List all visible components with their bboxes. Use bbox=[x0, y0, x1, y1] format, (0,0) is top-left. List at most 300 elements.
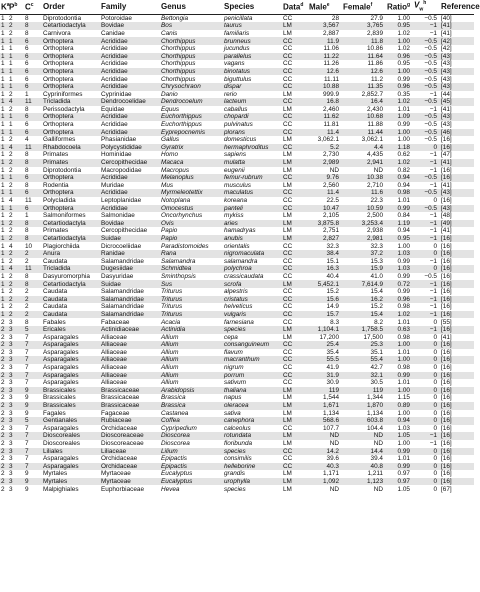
cell-species: koreana bbox=[224, 197, 248, 204]
cell-c: 7 bbox=[25, 348, 29, 356]
cell-genus: Allium bbox=[161, 379, 179, 387]
cell-genus: Eucalyptus bbox=[161, 470, 193, 478]
cell-reference: [16] bbox=[441, 348, 452, 356]
cell-k: 2 bbox=[1, 333, 5, 341]
cell-reference: [16] bbox=[440, 144, 474, 152]
cell-family: Cercopithecidae bbox=[101, 227, 148, 235]
cell-p: 3 bbox=[9, 424, 13, 432]
cell-k: 2 bbox=[1, 440, 5, 447]
cell-male: 16.8 bbox=[308, 98, 342, 106]
cell-family: Euphorbiaceae bbox=[101, 485, 144, 493]
cell-k: 1 bbox=[1, 166, 5, 174]
cell-order: Primates bbox=[42, 159, 100, 167]
cell-male: 2,105 bbox=[323, 212, 339, 220]
cell-reference: [16] bbox=[440, 432, 474, 440]
cell-family: Actinidiaceae bbox=[100, 326, 160, 334]
cell-c: 8 bbox=[24, 220, 42, 228]
cell-p: 2 bbox=[9, 257, 13, 265]
cell-female: 37.2 bbox=[342, 250, 386, 258]
cell-genus: Chorthippus bbox=[161, 45, 196, 53]
cell-reference: [48] bbox=[441, 212, 452, 220]
cell-k: 2 bbox=[0, 356, 8, 364]
cell-family: Myrtaceae bbox=[101, 470, 131, 478]
cell-k: 1 bbox=[0, 83, 8, 91]
cell-family: Potoroidae bbox=[101, 14, 132, 22]
cell-genus: Allium bbox=[161, 348, 179, 356]
table-row bbox=[0, 235, 474, 243]
cell-species: floribunda bbox=[224, 440, 253, 447]
header-ratio: Ratio$^g$ bbox=[386, 0, 413, 14]
cell-vw: −0.5 bbox=[424, 60, 437, 68]
cell-ratio: 1.00 bbox=[386, 37, 413, 45]
cell-female: 1,134 bbox=[367, 409, 383, 417]
cell-vw: −0.5 bbox=[424, 121, 437, 129]
cell-family: Cercopithecidae bbox=[100, 159, 160, 167]
cell-family: Acrididae bbox=[100, 113, 160, 121]
cell-ratio: 1.01 bbox=[397, 379, 410, 387]
cell-species: binotatus bbox=[223, 68, 282, 76]
cell-ratio: 1.03 bbox=[386, 250, 413, 258]
cell-reference: [16] bbox=[441, 424, 452, 432]
cell-male: 9.76 bbox=[308, 174, 342, 182]
cell-p: 3 bbox=[8, 372, 24, 380]
cell-species: rerio bbox=[224, 90, 237, 98]
cell-female: 4,435 bbox=[367, 151, 383, 159]
cell-k: 2 bbox=[0, 417, 8, 425]
table-row bbox=[0, 448, 474, 456]
cell-vw: 0 bbox=[433, 470, 437, 478]
cell-c: 7 bbox=[25, 424, 29, 432]
cell-male: 28 bbox=[331, 14, 339, 22]
cell-male: 16.3 bbox=[308, 265, 342, 273]
cell-data: LM bbox=[282, 432, 308, 440]
table-row bbox=[0, 372, 474, 380]
cell-vw: −1 bbox=[413, 159, 440, 167]
cell-k: 1 bbox=[1, 14, 5, 22]
cell-genus: Coffea bbox=[160, 417, 223, 425]
cell-k: 1 bbox=[1, 181, 5, 189]
cell-male: ND bbox=[329, 166, 339, 174]
cell-k: 1 bbox=[1, 303, 5, 311]
cell-male: 11.11 bbox=[323, 75, 339, 83]
cell-order: Tricladida bbox=[42, 265, 100, 273]
cell-female: 35.1 bbox=[370, 348, 383, 356]
cell-species: sativa bbox=[224, 409, 241, 417]
cell-vw: 0 bbox=[433, 348, 437, 356]
cell-data: CC bbox=[283, 379, 293, 387]
cell-c: 6 bbox=[24, 174, 42, 182]
cell-family: Rubiaceae bbox=[100, 417, 160, 425]
cell-p: 2 bbox=[9, 272, 13, 280]
cell-k: 2 bbox=[0, 387, 8, 395]
cell-data: CC bbox=[283, 242, 293, 250]
cell-data: CC bbox=[282, 53, 308, 61]
cell-genus: Homo bbox=[161, 151, 179, 159]
cell-ratio: 0.94 bbox=[397, 227, 410, 235]
header-species: Species bbox=[223, 0, 282, 14]
cell-c: 5 bbox=[24, 326, 42, 334]
cell-species: salamandra bbox=[224, 257, 258, 265]
cell-ratio: 1.00 bbox=[397, 14, 410, 22]
table-row bbox=[0, 455, 474, 463]
cell-female: 2,430 bbox=[367, 105, 383, 113]
cell-ratio: 0.95 bbox=[386, 235, 413, 243]
cell-species: dispar bbox=[223, 83, 282, 91]
cell-reference: [16] bbox=[441, 455, 452, 463]
table-row bbox=[0, 379, 474, 387]
cell-reference: [16] bbox=[441, 272, 452, 280]
cell-genus: Triturus bbox=[161, 303, 183, 311]
cell-female: 11.86 bbox=[367, 60, 383, 68]
cell-order: Caudata bbox=[43, 288, 68, 296]
header-family: Family bbox=[100, 0, 160, 14]
cell-c: 1 bbox=[25, 90, 29, 98]
cell-male: 999.9 bbox=[323, 90, 339, 98]
cell-order: Salmoniformes bbox=[43, 212, 86, 220]
cell-male: 3,875.8 bbox=[308, 220, 342, 228]
cell-c: 6 bbox=[25, 121, 29, 129]
cell-vw: 0 bbox=[413, 372, 440, 380]
cell-data: LM bbox=[282, 220, 308, 228]
cell-vw: 0 bbox=[433, 333, 437, 341]
cell-family: Dioscoreaceae bbox=[101, 440, 144, 447]
cell-male: 2,460 bbox=[323, 105, 339, 113]
cell-species: crassicaudata bbox=[224, 272, 264, 280]
cell-vw: 0 bbox=[433, 318, 437, 326]
table-row bbox=[0, 356, 474, 364]
cell-vw: −1 bbox=[413, 326, 440, 334]
cell-species: orientalis bbox=[224, 242, 250, 250]
cell-reference: [43] bbox=[440, 189, 474, 197]
cell-c: 8 bbox=[25, 151, 29, 159]
cell-female: 3,062.1 bbox=[361, 136, 383, 144]
cell-male: 11.22 bbox=[308, 53, 342, 61]
cell-data: LM bbox=[283, 440, 292, 447]
cell-species: chopardi bbox=[223, 113, 282, 121]
cell-family: Acrididae bbox=[101, 45, 128, 53]
cell-order: Dioscoreales bbox=[42, 432, 100, 440]
cell-p: 1 bbox=[9, 75, 13, 83]
cell-p: 1 bbox=[9, 121, 13, 129]
cell-vw: 0 bbox=[433, 485, 437, 493]
cell-ratio: 1.09 bbox=[386, 113, 413, 121]
cell-family: Hominidae bbox=[101, 151, 132, 159]
cell-reference: [16] bbox=[441, 242, 452, 250]
table-row bbox=[0, 151, 474, 159]
cell-order: Cetartiodactyla bbox=[42, 220, 100, 228]
cell-ratio: 1.00 bbox=[386, 387, 413, 395]
cell-genus: Bos bbox=[160, 22, 223, 30]
cell-female: 11.2 bbox=[371, 75, 383, 83]
cell-p: 4 bbox=[8, 265, 24, 273]
table-row bbox=[0, 440, 474, 448]
cell-reference: [16] bbox=[441, 303, 452, 311]
cell-ratio: 0.98 bbox=[386, 189, 413, 197]
cell-order: Primates bbox=[43, 227, 69, 235]
cell-vw: −1 bbox=[429, 29, 437, 37]
cell-reference: [41] bbox=[441, 333, 452, 341]
cell-female: 1,211 bbox=[367, 470, 383, 478]
cell-female: 16.4 bbox=[342, 98, 386, 106]
cell-genus: Papio bbox=[161, 227, 178, 235]
cell-k: 1 bbox=[0, 113, 8, 121]
cell-order: Asparagales bbox=[42, 372, 100, 380]
table-row bbox=[0, 425, 474, 433]
table-row bbox=[0, 83, 474, 91]
cell-family: Salamandridae bbox=[100, 311, 160, 319]
cell-genus: Brassica bbox=[161, 394, 186, 402]
table-row bbox=[0, 189, 474, 197]
cell-c: 8 bbox=[25, 272, 29, 280]
cell-female: 41.0 bbox=[370, 272, 383, 280]
cell-k: 1 bbox=[0, 144, 8, 152]
cell-reference: [16] bbox=[440, 402, 474, 410]
cell-genus: Arabidopsis bbox=[160, 387, 223, 395]
cell-reference: [16] bbox=[440, 387, 474, 395]
cell-p: 4 bbox=[8, 144, 24, 152]
cell-reference: [41] bbox=[441, 227, 452, 235]
cell-family: Acrididae bbox=[100, 174, 160, 182]
cell-species: nigrum bbox=[224, 364, 244, 372]
cell-male: 3,062.1 bbox=[317, 136, 339, 144]
cell-vw: −0.5 bbox=[413, 53, 440, 61]
cell-order: Orthoptera bbox=[42, 205, 100, 213]
cell-vw: −0.5 bbox=[413, 113, 440, 121]
cell-k: 1 bbox=[0, 205, 8, 213]
cell-genus: Cypripedium bbox=[161, 424, 197, 432]
cell-data: CC bbox=[283, 45, 293, 53]
cell-reference: [16] bbox=[441, 166, 452, 174]
cell-p: 3 bbox=[9, 409, 13, 417]
cell-family: Brassicaceae bbox=[100, 402, 160, 410]
cell-k: 2 bbox=[1, 455, 5, 463]
cell-genus: Chrysochraon bbox=[160, 83, 223, 91]
cell-p: 3 bbox=[8, 341, 24, 349]
cell-k: 1 bbox=[1, 136, 5, 144]
cell-female: ND bbox=[373, 166, 383, 174]
cell-vw: 0 bbox=[413, 463, 440, 471]
cell-c: 1 bbox=[25, 212, 29, 220]
cell-p: 2 bbox=[8, 280, 24, 288]
cell-family: Acrididae bbox=[100, 68, 160, 76]
cell-data: CC bbox=[283, 424, 293, 432]
cell-male: 5.2 bbox=[308, 144, 342, 152]
cell-female: 12.6 bbox=[342, 68, 386, 76]
cell-ratio: 1.00 bbox=[386, 129, 413, 137]
cell-k: 1 bbox=[1, 288, 5, 296]
cell-c: 6 bbox=[24, 53, 42, 61]
cell-reference: [16] bbox=[441, 136, 452, 144]
cell-genus: Brassica bbox=[160, 402, 223, 410]
cell-family: Salamandridae bbox=[101, 288, 144, 296]
cell-data: CC bbox=[282, 37, 308, 45]
header-k: $K^a$ bbox=[0, 0, 8, 14]
cell-ratio: 1.18 bbox=[386, 144, 413, 152]
cell-order: Malpighiales bbox=[43, 485, 79, 493]
cell-species: vulgaris bbox=[223, 311, 282, 319]
cell-data: LM bbox=[283, 136, 292, 144]
cell-p: 3 bbox=[9, 364, 13, 372]
cell-p: 2 bbox=[9, 303, 13, 311]
cell-c: 8 bbox=[25, 14, 29, 22]
cell-male: 30.9 bbox=[326, 379, 339, 387]
table-row bbox=[0, 45, 474, 53]
cell-k: 2 bbox=[0, 463, 8, 471]
cell-ratio: 1.00 bbox=[397, 242, 410, 250]
cell-order: Asparagales bbox=[43, 348, 79, 356]
cell-reference: [16] bbox=[441, 364, 452, 372]
cell-p: 2 bbox=[9, 29, 13, 37]
cell-species: hamadryas bbox=[224, 227, 256, 235]
cell-c: 10 bbox=[25, 242, 33, 250]
cell-genus: Mus bbox=[161, 181, 174, 189]
table-row bbox=[0, 394, 474, 402]
cell-data: LM bbox=[282, 22, 308, 30]
cell-ratio: 0.99 bbox=[397, 121, 410, 129]
cell-ratio: 1.03 bbox=[397, 424, 410, 432]
cell-species: helveticus bbox=[224, 303, 253, 311]
cell-data: CC bbox=[282, 341, 308, 349]
cell-family: Acrididae bbox=[100, 37, 160, 45]
table-row bbox=[0, 258, 474, 266]
table-row bbox=[0, 470, 474, 478]
cell-k: 1 bbox=[0, 159, 8, 167]
cell-data: CC bbox=[282, 296, 308, 304]
cell-order: Asparagales bbox=[43, 455, 79, 463]
cell-male: 1,671 bbox=[308, 402, 342, 410]
cell-family: Salamandridae bbox=[101, 303, 144, 311]
header-female: Female$^f$ bbox=[342, 0, 386, 14]
cell-species: mykiss bbox=[224, 212, 244, 220]
cell-c: 9 bbox=[25, 470, 29, 478]
cell-k: 1 bbox=[0, 53, 8, 61]
cell-data: CC bbox=[282, 113, 308, 121]
cell-k: 2 bbox=[1, 364, 5, 372]
cell-c: 7 bbox=[24, 448, 42, 456]
cell-order: Rhabdocoela bbox=[42, 144, 100, 152]
cell-c: 2 bbox=[24, 250, 42, 258]
cell-ratio: 1.19 bbox=[386, 220, 413, 228]
cell-family: Dendrocoelidae bbox=[100, 98, 160, 106]
header-data: Data$^d$ bbox=[282, 0, 308, 14]
cell-ratio: 1.02 bbox=[386, 311, 413, 319]
cell-data: CC bbox=[283, 364, 293, 372]
cell-k: 1 bbox=[0, 37, 8, 45]
cell-family: Leptoplanidae bbox=[101, 197, 142, 204]
cell-k: 1 bbox=[0, 174, 8, 182]
cell-p: 3 bbox=[8, 463, 24, 471]
cell-species: caballus bbox=[224, 105, 248, 113]
cell-family: Alliaceae bbox=[100, 341, 160, 349]
cell-data: CC bbox=[283, 60, 293, 68]
cell-species: napus bbox=[224, 394, 242, 402]
cell-female: 3,253.4 bbox=[342, 220, 386, 228]
cell-vw: −0.5 bbox=[424, 136, 437, 144]
cell-male: 17,200 bbox=[319, 333, 339, 341]
cell-k: 2 bbox=[0, 402, 8, 410]
cell-species: vagans bbox=[224, 60, 245, 68]
cell-c: 11 bbox=[24, 265, 42, 273]
cell-family: Acrididae bbox=[100, 129, 160, 137]
cell-family: Polycystididae bbox=[100, 144, 160, 152]
cell-p: 1 bbox=[8, 189, 24, 197]
cell-reference: [16] bbox=[441, 379, 452, 387]
cell-female: 11.6 bbox=[342, 189, 386, 197]
cell-species: femur-rubrum bbox=[223, 174, 282, 182]
cell-reference: [40] bbox=[441, 14, 452, 22]
cell-vw: −1 bbox=[429, 303, 437, 311]
cell-female: 2,839 bbox=[367, 29, 383, 37]
cell-vw: 0 bbox=[433, 424, 437, 432]
cell-species: consanguineum bbox=[223, 341, 282, 349]
cell-p: 3 bbox=[9, 379, 13, 387]
cell-male: ND bbox=[329, 440, 339, 447]
cell-c: 7 bbox=[25, 379, 29, 387]
table-row bbox=[0, 364, 474, 372]
cell-species: familiaris bbox=[224, 29, 250, 37]
cell-male: 14.2 bbox=[308, 448, 342, 456]
cell-p: 2 bbox=[9, 14, 13, 22]
cell-female: 104.4 bbox=[367, 424, 383, 432]
cell-order: Orthoptera bbox=[42, 37, 100, 45]
table-row bbox=[0, 174, 474, 182]
cell-ratio: 0.96 bbox=[386, 83, 413, 91]
cell-p: 1 bbox=[8, 113, 24, 121]
cell-species: alpestris bbox=[224, 288, 248, 296]
cell-order: Asparagales bbox=[43, 424, 79, 432]
cell-female: 25.3 bbox=[342, 341, 386, 349]
cell-species: nigromaculata bbox=[223, 250, 282, 258]
cell-family: Alliaceae bbox=[100, 356, 160, 364]
cell-vw: −1 bbox=[429, 105, 437, 113]
cell-genus: Equus bbox=[161, 105, 180, 113]
cell-order: Caudata bbox=[43, 257, 68, 265]
table-row bbox=[0, 205, 474, 213]
cell-female: 11.8 bbox=[342, 37, 386, 45]
table-row bbox=[0, 334, 474, 342]
cell-male: 41.9 bbox=[326, 364, 339, 372]
header-vw: $V_w^h$ bbox=[413, 0, 440, 14]
cell-genus: Dioscorea bbox=[160, 432, 223, 440]
cell-c: 8 bbox=[25, 181, 29, 189]
cell-genus: Canis bbox=[161, 29, 178, 37]
cell-order: Fagales bbox=[43, 409, 66, 417]
cell-data: LM bbox=[283, 409, 292, 417]
cell-genus: Dioscorea bbox=[161, 440, 190, 447]
cell-ratio: 1.05 bbox=[397, 485, 410, 493]
cell-p: 2 bbox=[9, 166, 13, 174]
cell-species: domesticus bbox=[224, 136, 257, 144]
cell-p: 2 bbox=[9, 212, 13, 220]
cell-male: 14.9 bbox=[326, 303, 339, 311]
cell-order: Asparagales bbox=[43, 333, 79, 341]
cell-vw: −0.5 bbox=[424, 272, 437, 280]
cell-ratio: 0.99 bbox=[386, 463, 413, 471]
cell-k: 1 bbox=[1, 29, 5, 37]
table-row bbox=[0, 349, 474, 357]
cell-c: 6 bbox=[24, 83, 42, 91]
cell-order: Perissodactyla bbox=[43, 105, 85, 113]
cell-genus: Epipactis bbox=[161, 455, 187, 463]
cell-female: 55.4 bbox=[342, 356, 386, 364]
table-row bbox=[0, 463, 474, 471]
cell-ratio: 1.00 bbox=[397, 440, 410, 447]
cell-species: consimilis bbox=[224, 455, 252, 463]
cell-order: Orthoptera bbox=[43, 45, 74, 53]
cell-male: 3,567 bbox=[308, 22, 342, 30]
table-row bbox=[0, 220, 474, 228]
cell-male: 11.26 bbox=[323, 60, 339, 68]
